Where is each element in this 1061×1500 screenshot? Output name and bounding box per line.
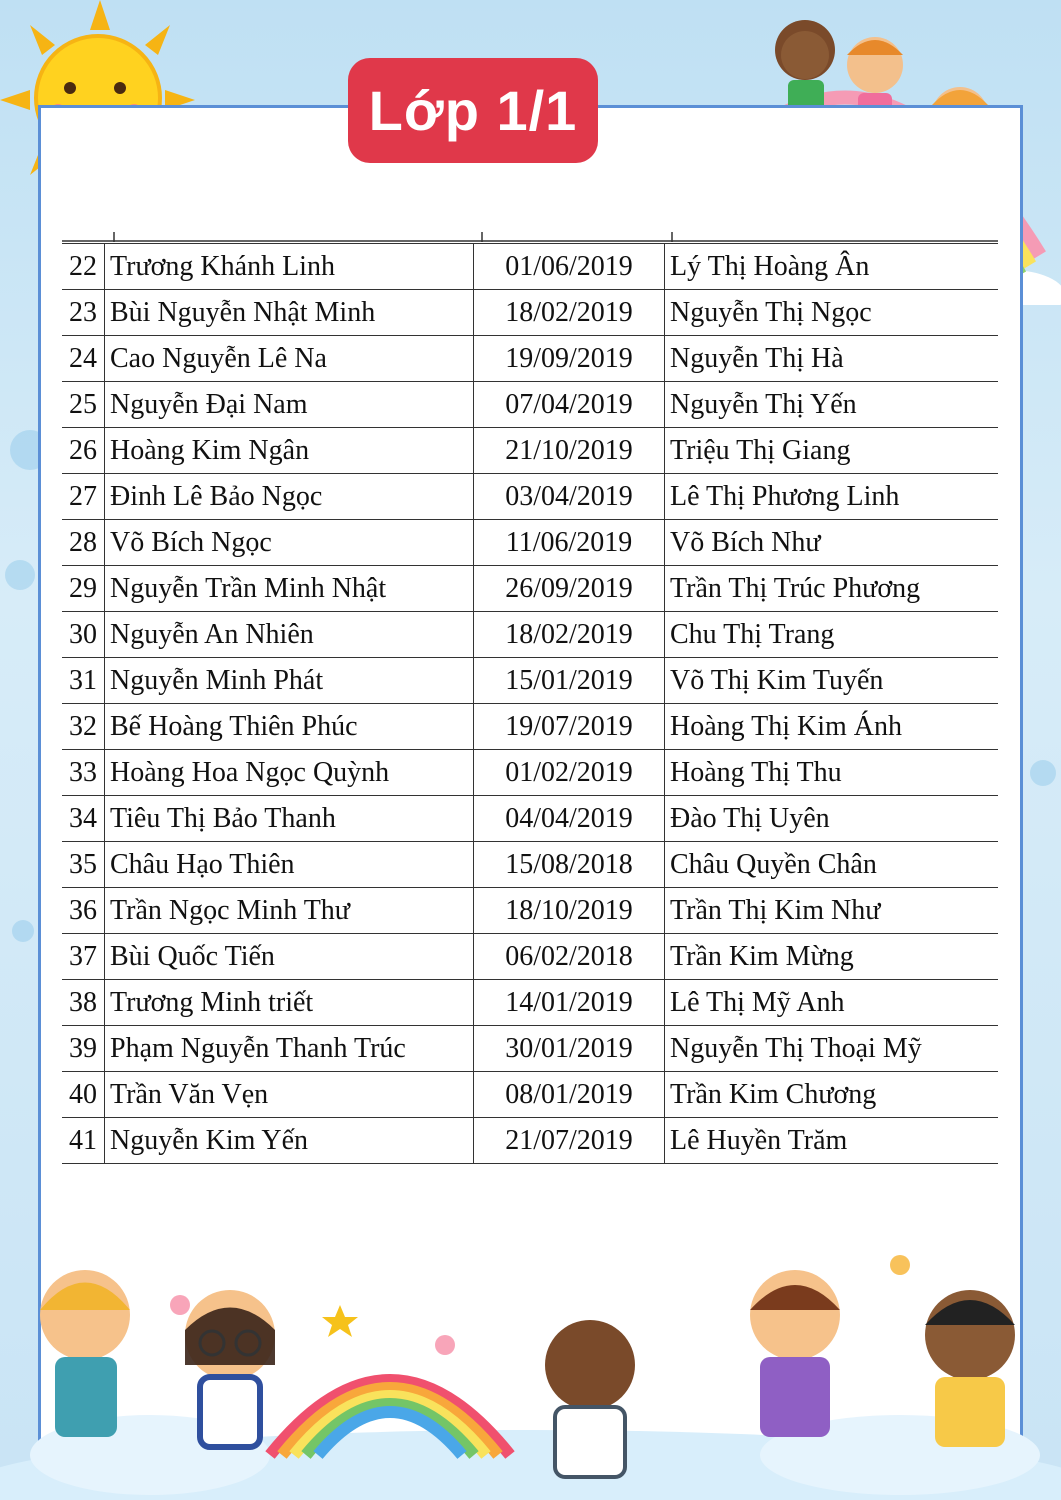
parent-name: Lê Thị Mỹ Anh xyxy=(665,980,999,1026)
table-row xyxy=(62,382,998,428)
parent-name: Hoàng Thị Kim Ánh xyxy=(665,704,999,750)
date-of-birth: 18/02/2019 xyxy=(474,612,665,658)
student-name: Hoàng Hoa Ngọc Quỳnh xyxy=(105,750,474,796)
table-row xyxy=(62,1026,998,1072)
row-number: 41 xyxy=(62,1118,105,1164)
row-number: 38 xyxy=(62,980,105,1026)
student-name: Bế Hoàng Thiên Phúc xyxy=(105,704,474,750)
row-number: 34 xyxy=(62,796,105,842)
row-number: 32 xyxy=(62,704,105,750)
student-name: Tiêu Thị Bảo Thanh xyxy=(105,796,474,842)
row-number: 39 xyxy=(62,1026,105,1072)
row-number: 37 xyxy=(62,934,105,980)
row-number: 23 xyxy=(62,290,105,336)
table-row xyxy=(62,244,998,290)
row-number: 29 xyxy=(62,566,105,612)
table-row xyxy=(62,796,998,842)
student-name: Trương Minh triết xyxy=(105,980,474,1026)
student-name: Nguyễn Đại Nam xyxy=(105,382,474,428)
student-name: Trần Ngọc Minh Thư xyxy=(105,888,474,934)
date-of-birth: 04/04/2019 xyxy=(474,796,665,842)
student-name: Cao Nguyễn Lê Na xyxy=(105,336,474,382)
student-name: Trương Khánh Linh xyxy=(105,244,474,290)
table-row xyxy=(62,336,998,382)
parent-name: Hoàng Thị Thu xyxy=(665,750,999,796)
table-row xyxy=(62,428,998,474)
date-of-birth: 11/06/2019 xyxy=(474,520,665,566)
student-name: Nguyễn Minh Phát xyxy=(105,658,474,704)
children-illustration-bottom xyxy=(0,1225,1061,1500)
row-number: 24 xyxy=(62,336,105,382)
parent-name: Nguyễn Thị Ngọc xyxy=(665,290,999,336)
date-of-birth: 01/06/2019 xyxy=(474,244,665,290)
date-of-birth: 19/07/2019 xyxy=(474,704,665,750)
table-row xyxy=(62,566,998,612)
date-of-birth: 08/01/2019 xyxy=(474,1072,665,1118)
student-name: Võ Bích Ngọc xyxy=(105,520,474,566)
parent-name: Chu Thị Trang xyxy=(665,612,999,658)
parent-name: Võ Thị Kim Tuyến xyxy=(665,658,999,704)
row-number: 36 xyxy=(62,888,105,934)
parent-name: Nguyễn Thị Yến xyxy=(665,382,999,428)
student-name: Nguyễn Trần Minh Nhật xyxy=(105,566,474,612)
row-number: 22 xyxy=(62,244,105,290)
table-row xyxy=(62,1072,998,1118)
date-of-birth: 21/07/2019 xyxy=(474,1118,665,1164)
row-number: 27 xyxy=(62,474,105,520)
parent-name: Đào Thị Uyên xyxy=(665,796,999,842)
student-name: Bùi Quốc Tiến xyxy=(105,934,474,980)
parent-name: Lý Thị Hoàng Ân xyxy=(665,244,999,290)
student-name: Hoàng Kim Ngân xyxy=(105,428,474,474)
student-name: Bùi Nguyễn Nhật Minh xyxy=(105,290,474,336)
row-number: 40 xyxy=(62,1072,105,1118)
parent-name: Nguyễn Thị Hà xyxy=(665,336,999,382)
table-row xyxy=(62,612,998,658)
date-of-birth: 15/08/2018 xyxy=(474,842,665,888)
parent-name: Triệu Thị Giang xyxy=(665,428,999,474)
date-of-birth: 18/02/2019 xyxy=(474,290,665,336)
date-of-birth: 19/09/2019 xyxy=(474,336,665,382)
row-number: 30 xyxy=(62,612,105,658)
parent-name: Võ Bích Như xyxy=(665,520,999,566)
row-number: 31 xyxy=(62,658,105,704)
date-of-birth: 26/09/2019 xyxy=(474,566,665,612)
table-row xyxy=(62,704,998,750)
parent-name: Nguyễn Thị Thoại Mỹ xyxy=(665,1026,999,1072)
table-row xyxy=(62,980,998,1026)
parent-name: Trần Thị Kim Như xyxy=(665,888,999,934)
table-row xyxy=(62,750,998,796)
row-number: 35 xyxy=(62,842,105,888)
table-row xyxy=(62,520,998,566)
student-name: Đinh Lê Bảo Ngọc xyxy=(105,474,474,520)
date-of-birth: 14/01/2019 xyxy=(474,980,665,1026)
cut-off-row-fragment xyxy=(62,232,998,242)
parent-name: Châu Quyền Chân xyxy=(665,842,999,888)
row-number: 26 xyxy=(62,428,105,474)
table-row xyxy=(62,888,998,934)
student-name: Nguyễn Kim Yến xyxy=(105,1118,474,1164)
table-row xyxy=(62,474,998,520)
parent-name: Trần Kim Chương xyxy=(665,1072,999,1118)
date-of-birth: 06/02/2018 xyxy=(474,934,665,980)
table-row xyxy=(62,290,998,336)
student-name: Châu Hạo Thiên xyxy=(105,842,474,888)
table-row xyxy=(62,934,998,980)
parent-name: Lê Huyền Trăm xyxy=(665,1118,999,1164)
row-number: 28 xyxy=(62,520,105,566)
student-name: Trần Văn Vẹn xyxy=(105,1072,474,1118)
roster-body xyxy=(62,244,998,1164)
student-name: Nguyễn An Nhiên xyxy=(105,612,474,658)
student-name: Phạm Nguyễn Thanh Trúc xyxy=(105,1026,474,1072)
date-of-birth: 01/02/2019 xyxy=(474,750,665,796)
class-title: Lớp 1/1 xyxy=(348,58,598,163)
row-number: 25 xyxy=(62,382,105,428)
table-row xyxy=(62,658,998,704)
date-of-birth: 18/10/2019 xyxy=(474,888,665,934)
date-of-birth: 30/01/2019 xyxy=(474,1026,665,1072)
row-number: 33 xyxy=(62,750,105,796)
student-roster-table xyxy=(62,243,998,1164)
table-row xyxy=(62,842,998,888)
table-row xyxy=(62,1118,998,1164)
date-of-birth: 07/04/2019 xyxy=(474,382,665,428)
date-of-birth: 03/04/2019 xyxy=(474,474,665,520)
date-of-birth: 15/01/2019 xyxy=(474,658,665,704)
date-of-birth: 21/10/2019 xyxy=(474,428,665,474)
parent-name: Trần Kim Mừng xyxy=(665,934,999,980)
parent-name: Lê Thị Phương Linh xyxy=(665,474,999,520)
parent-name: Trần Thị Trúc Phương xyxy=(665,566,999,612)
